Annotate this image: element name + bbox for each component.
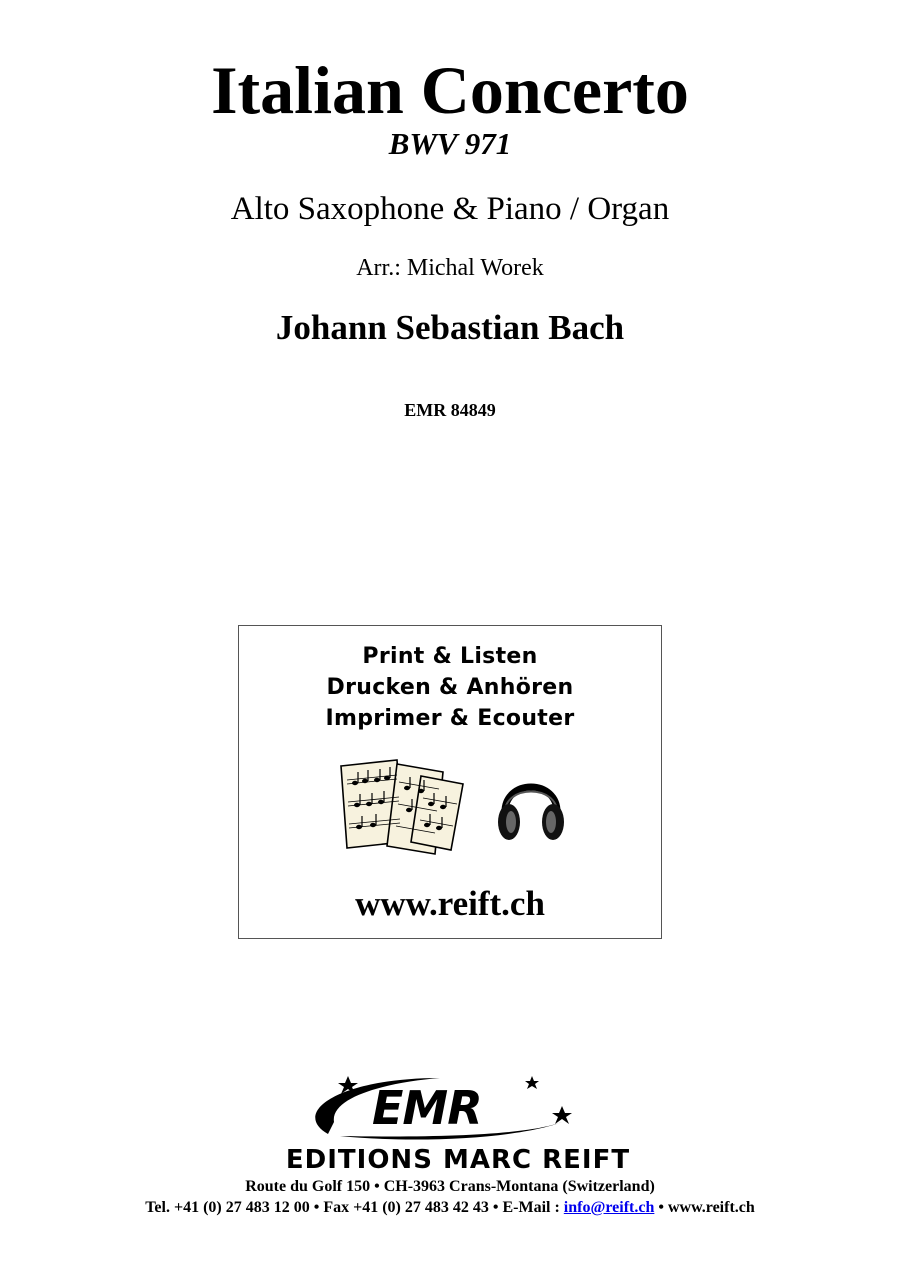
page-title: Italian Concerto — [211, 52, 689, 128]
publisher-address: Route du Golf 150 • CH-3963 Crans-Montana (Switzerland) — [245, 1178, 655, 1195]
promo-line-german: Drucken & Anhören — [326, 675, 574, 700]
promo-line-english: Print & Listen — [362, 644, 538, 669]
contact-website: • www.reift.ch — [654, 1199, 755, 1216]
publisher-name-logotype — [238, 1140, 678, 1174]
promo-website: www.reift.ch — [355, 884, 545, 923]
promo-line-french: Imprimer & Ecouter — [325, 706, 575, 731]
publisher-contact — [0, 1198, 900, 1218]
instrumentation: Alto Saxophone & Piano / Organ — [230, 191, 670, 227]
emr-logo — [300, 1072, 590, 1144]
catalogue-number: BWV 971 — [388, 126, 512, 161]
email-link[interactable]: info@reift.ch — [563, 1199, 655, 1216]
svg-text:EDITIONS MARC REIFT: EDITIONS MARC REIFT — [285, 1145, 631, 1174]
composer: Johann Sebastian Bach — [275, 308, 625, 347]
arranger: Arr.: Michal Worek — [356, 255, 544, 281]
headphones-icon — [495, 764, 567, 846]
sheet-music-icon — [339, 758, 469, 858]
contact-phone-fax: Tel. +41 (0) 27 483 12 00 • Fax +41 (0) 27 483 42 43 • E-Mail : — [145, 1199, 564, 1216]
print-listen-box — [238, 625, 662, 939]
edition-number: EMR 84849 — [404, 400, 496, 420]
svg-text:EMR: EMR — [372, 1081, 482, 1135]
